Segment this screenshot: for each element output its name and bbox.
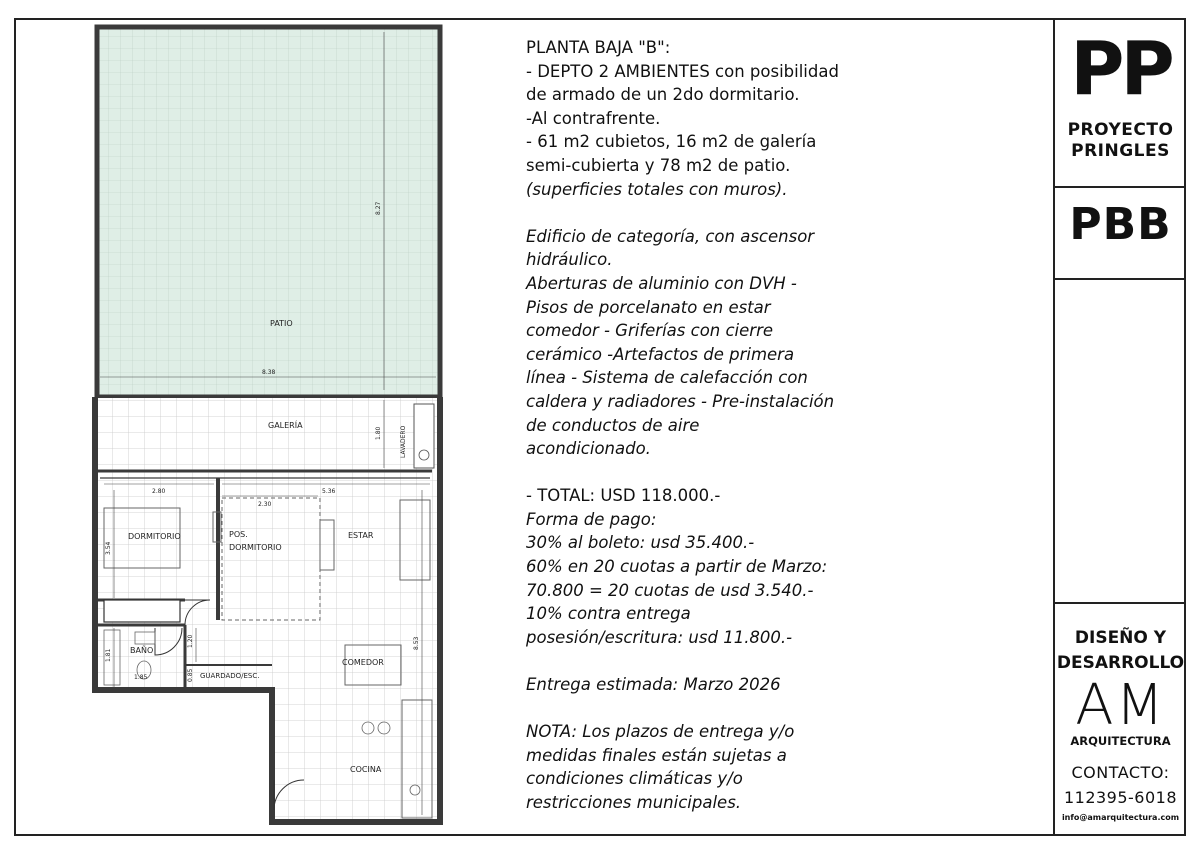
description-line: hidráulico. bbox=[526, 250, 613, 270]
dim-dorm-width: 2.80 bbox=[152, 488, 166, 495]
label-guardado: GUARDADO/ESC. bbox=[200, 672, 260, 680]
dim-patio-height: 8.27 bbox=[375, 201, 382, 215]
label-dormitorio: DORMITORIO bbox=[128, 532, 181, 541]
description-line: NOTA: Los plazos de entrega y/o bbox=[526, 722, 795, 742]
patio-area bbox=[97, 27, 440, 397]
description-line: 10% contra entrega bbox=[526, 604, 691, 624]
label-pos-dormitorio-2: DORMITORIO bbox=[229, 543, 282, 552]
description-line: Forma de pago: bbox=[526, 509, 657, 529]
floor-plan bbox=[0, 0, 460, 840]
label-cocina: COCINA bbox=[350, 765, 382, 774]
description-line: Pisos de porcelanato en estar bbox=[526, 297, 771, 317]
description-spacer bbox=[526, 201, 926, 225]
description-line: - 61 m2 cubietos, 16 m2 de galería bbox=[526, 132, 817, 152]
description-line: comedor - Griferías con cierre bbox=[526, 321, 774, 341]
dim-patio-width: 8.38 bbox=[262, 369, 276, 376]
label-estar: ESTAR bbox=[348, 531, 374, 540]
description-spacer bbox=[526, 697, 926, 721]
dim-bano-width: 1.85 bbox=[134, 674, 148, 681]
description-text bbox=[526, 36, 926, 815]
contact-label: CONTACTO: bbox=[1071, 763, 1170, 782]
galeria-area bbox=[97, 397, 440, 471]
label-pos-dormitorio-1: POS. bbox=[229, 530, 248, 539]
description-line: línea - Sistema de calefacción con bbox=[526, 368, 808, 388]
dim-dorm-depth: 3.54 bbox=[105, 541, 112, 555]
description-line: semi-cubierta y 78 m2 de patio. bbox=[526, 155, 791, 175]
dim-estar-width: 5.36 bbox=[322, 488, 336, 495]
title-block bbox=[1053, 18, 1186, 836]
design-line1: DISEÑO Y bbox=[1074, 628, 1167, 648]
description-line: 70.800 = 20 cuotas de usd 3.540.- bbox=[526, 580, 814, 600]
description-line: PLANTA BAJA "B": bbox=[526, 38, 671, 57]
am-logo: AM bbox=[1075, 673, 1166, 738]
dim-bano-depth: 1.81 bbox=[105, 648, 112, 662]
description-line: condiciones climáticas y/o bbox=[526, 769, 743, 789]
description-line: de armado de un 2do dormitario. bbox=[526, 85, 800, 105]
description-line: 30% al boleto: usd 35.400.- bbox=[526, 533, 755, 553]
label-patio: PATIO bbox=[270, 319, 293, 328]
label-galeria: GALERÍA bbox=[268, 421, 303, 430]
kitchen-floor bbox=[272, 689, 440, 821]
unit-code: PBB bbox=[1069, 199, 1172, 250]
design-line2: DESARROLLO bbox=[1056, 653, 1185, 673]
project-name-line1: PROYECTO bbox=[1067, 120, 1174, 140]
description-line: cerámico -Artefactos de primera bbox=[526, 344, 795, 364]
unit-code-box bbox=[1055, 188, 1186, 280]
project-name-line2: PRINGLES bbox=[1071, 141, 1170, 161]
closet bbox=[104, 600, 180, 622]
dim-estar-depth: 8.53 bbox=[413, 636, 420, 650]
description-line: -Al contrafrente. bbox=[526, 108, 661, 128]
description-spacer bbox=[526, 649, 926, 673]
description-line: Aberturas de aluminio con DVH - bbox=[526, 273, 797, 293]
description-line: Edificio de categoría, con ascensor bbox=[526, 226, 815, 246]
description-line: caldera y radiadores - Pre-instalación bbox=[526, 391, 835, 411]
label-comedor: COMEDOR bbox=[342, 658, 384, 667]
description-line: medidas finales están sujetas a bbox=[526, 745, 787, 765]
dim-galeria-depth: 1.80 bbox=[375, 426, 382, 440]
description-line: - DEPTO 2 AMBIENTES con posibilidad bbox=[526, 61, 839, 81]
dim-guardado-depth: 0.85 bbox=[187, 668, 194, 682]
am-subtitle: ARQUITECTURA bbox=[1070, 734, 1171, 748]
dim-passage: 1.20 bbox=[187, 634, 194, 648]
label-bano: BAÑO bbox=[130, 646, 154, 655]
credits-box bbox=[1055, 602, 1186, 836]
project-logo-box bbox=[1055, 18, 1186, 188]
email-address: info@amarquitectura.com bbox=[1061, 813, 1180, 822]
description-line: posesión/escritura: usd 11.800.- bbox=[526, 627, 793, 647]
description-line: 60% en 20 cuotas a partir de Marzo: bbox=[526, 557, 828, 577]
dim-pos-dorm-width: 2.30 bbox=[258, 501, 272, 508]
description-line: - TOTAL: USD 118.000.- bbox=[526, 486, 721, 506]
phone-number: 112395-6018 bbox=[1063, 788, 1178, 807]
description-spacer bbox=[526, 461, 926, 485]
description-line: (superficies totales con muros). bbox=[526, 179, 788, 199]
pp-logo: PP bbox=[1070, 26, 1171, 112]
description-line: restricciones municipales. bbox=[526, 793, 742, 812]
description-line: de conductos de aire bbox=[526, 415, 700, 435]
label-lavadero: LAVADERO bbox=[400, 425, 407, 458]
description-line: Entrega estimada: Marzo 2026 bbox=[526, 675, 781, 695]
description-line: acondicionado. bbox=[526, 439, 651, 459]
